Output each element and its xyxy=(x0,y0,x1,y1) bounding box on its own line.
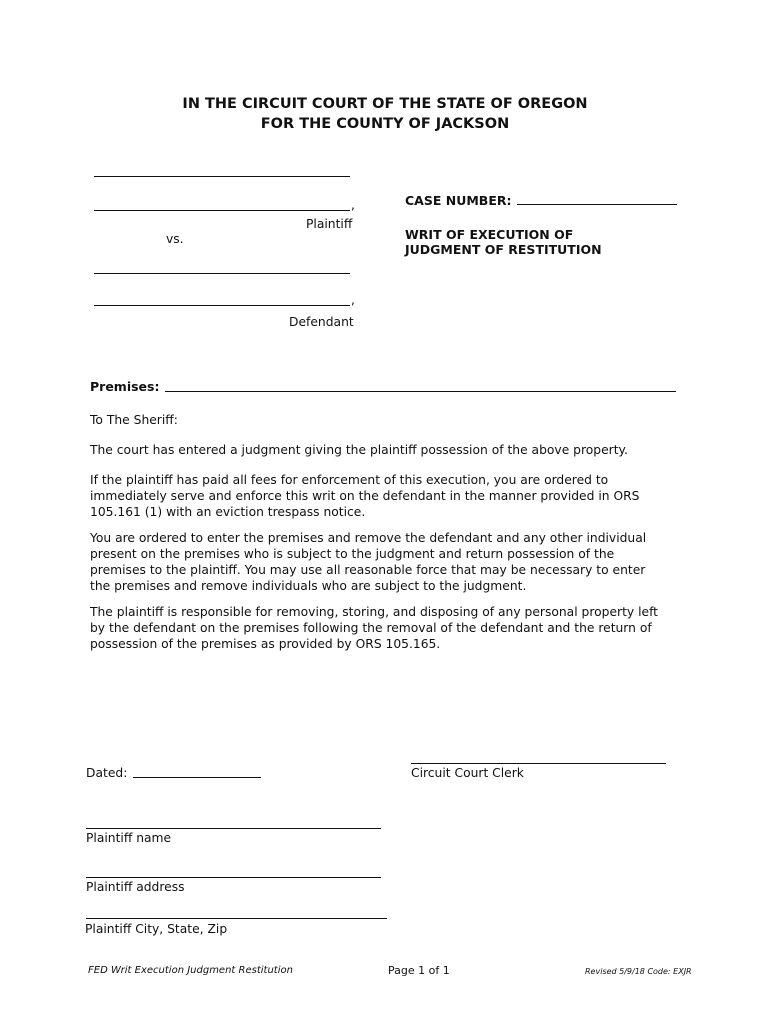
paragraph-1 xyxy=(90,442,690,458)
case-number-label: CASE NUMBER: xyxy=(405,193,512,208)
paragraph-3 xyxy=(90,530,690,594)
premises-label: Premises: xyxy=(90,379,160,394)
paragraph-line: The court has entered a judgment giving the plaintiff possession of the above property. xyxy=(90,443,628,457)
dated-label: Dated: xyxy=(86,766,128,780)
paragraph-line: present on the premises who is subject to the judgment and return possession of the xyxy=(90,547,615,561)
plaintiff-city-line[interactable] xyxy=(86,918,387,919)
plaintiff-comma: , xyxy=(351,198,355,212)
paragraph-line: The plaintiff is responsible for removing, storing, and disposing of any personal property left xyxy=(90,605,659,619)
paragraph-line: immediately serve and enforce this writ on the defendant in the manner provided in ORS xyxy=(90,489,640,503)
paragraph-2 xyxy=(90,472,690,520)
plaintiff-city-label: Plaintiff City, State, Zip xyxy=(85,922,228,936)
paragraph-4 xyxy=(90,604,690,652)
clerk-signature-line[interactable] xyxy=(411,763,666,764)
defendant-comma: , xyxy=(351,293,355,307)
plaintiff-address-line[interactable] xyxy=(86,877,381,878)
premises-field[interactable] xyxy=(165,391,676,392)
paragraph-line: by the defendant on the premises following the removal of the defendant and the return of xyxy=(90,621,652,635)
paragraph-line: possession of the premises as provided by ORS 105.165. xyxy=(90,637,441,651)
court-title-line2: FOR THE COUNTY OF JACKSON xyxy=(260,116,510,132)
plaintiff-name-line[interactable] xyxy=(86,828,381,829)
case-number-field[interactable] xyxy=(517,204,677,205)
plaintiff-name-label: Plaintiff name xyxy=(86,831,172,845)
footer-form-name: FED Writ Execution Judgment Restitution xyxy=(88,965,293,976)
defendant-line-2[interactable] xyxy=(94,305,350,306)
defendant-label: Defendant xyxy=(289,315,354,329)
writ-title-line2: JUDGMENT OF RESTITUTION xyxy=(405,242,602,257)
paragraph-line: premises to the plaintiff. You may use all reasonable force that may be necessary to enter xyxy=(90,563,646,577)
vs-label: vs. xyxy=(166,232,184,246)
footer-page-number: Page 1 of 1 xyxy=(388,964,450,977)
plaintiff-label: Plaintiff xyxy=(306,217,353,231)
paragraph-line: You are ordered to enter the premises and remove the defendant and any other individual xyxy=(90,531,647,545)
plaintiff-address-label: Plaintiff address xyxy=(86,880,185,894)
clerk-label: Circuit Court Clerk xyxy=(411,766,524,780)
paragraph-line: the premises and remove individuals who are subject to the judgment. xyxy=(90,579,527,593)
dated-field[interactable] xyxy=(133,777,261,778)
paragraph-line: 105.161 (1) with an eviction trespass notice. xyxy=(90,505,366,519)
salutation: To The Sheriff: xyxy=(90,413,178,427)
plaintiff-line-2[interactable] xyxy=(94,210,350,211)
footer-revision: Revised 5/9/18 Code: EXJR xyxy=(585,967,692,976)
paragraph-line: If the plaintiff has paid all fees for enforcement of this execution, you are ordered to xyxy=(90,473,609,487)
court-title-line1: IN THE CIRCUIT COURT OF THE STATE OF OREGON xyxy=(182,96,588,112)
defendant-line-1[interactable] xyxy=(94,273,350,274)
plaintiff-line-1[interactable] xyxy=(94,176,350,177)
writ-title-line1: WRIT OF EXECUTION OF xyxy=(405,227,574,242)
